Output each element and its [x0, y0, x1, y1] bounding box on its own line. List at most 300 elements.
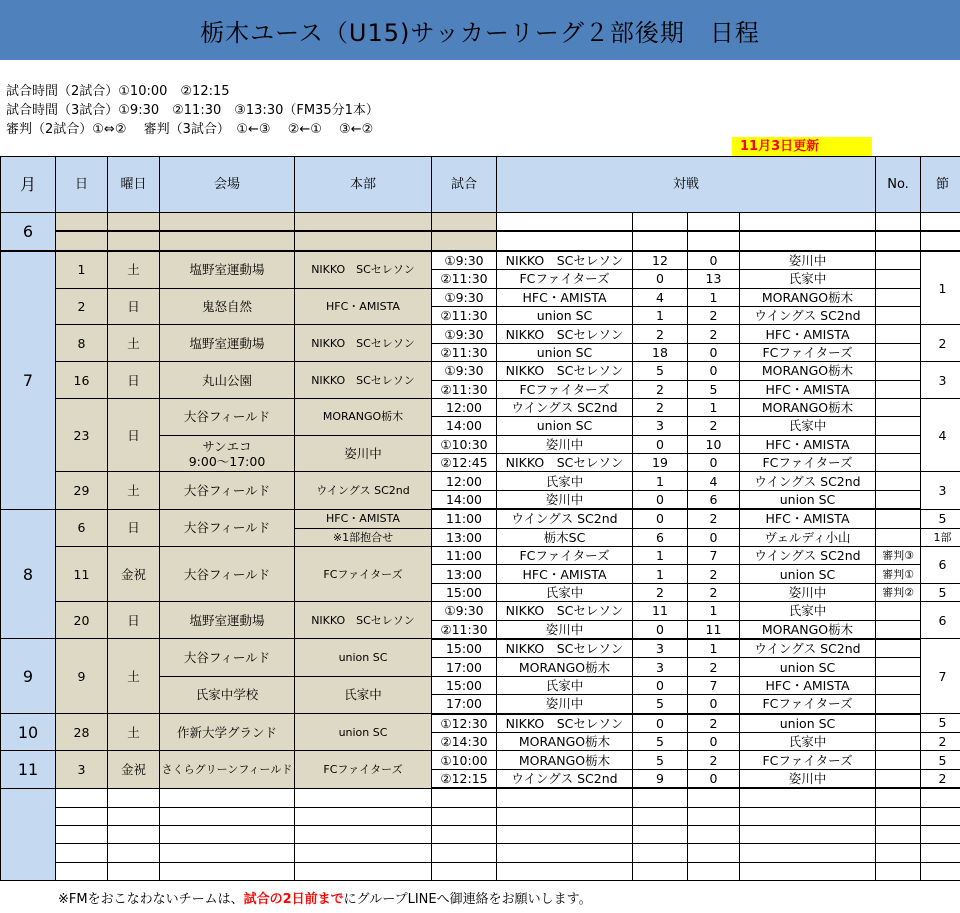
match-no [876, 509, 921, 528]
table-cell [633, 807, 688, 825]
home-team: NIKKO SCセレソン [497, 602, 633, 620]
table-cell: 20 [56, 602, 108, 639]
table-row [1, 362, 960, 380]
footer-text: 試合の2日前まで [243, 892, 344, 907]
match-time: ②11:30 [432, 306, 497, 324]
away-score: 2 [688, 509, 740, 528]
empty-row [1, 844, 960, 862]
home-team: HFC・AMISTA [497, 565, 633, 583]
empty-row [1, 862, 960, 880]
table-row [1, 751, 960, 769]
away-score: 1 [688, 398, 740, 416]
table-cell [921, 825, 960, 843]
away-score: 10 [688, 435, 740, 453]
table-cell [740, 844, 876, 862]
table-cell [497, 807, 633, 825]
match-time: ②12:45 [432, 454, 497, 472]
away-team: union SC [740, 658, 876, 676]
table-cell [921, 862, 960, 880]
table-cell: 2 [921, 732, 960, 750]
table-cell: 土 [108, 251, 160, 288]
home-team: union SC [497, 343, 633, 361]
match-time: ①12:30 [432, 714, 497, 733]
table-row [1, 509, 960, 528]
table-cell [432, 862, 497, 880]
match-time: ①9:30 [432, 602, 497, 620]
match-no [876, 306, 921, 324]
home-team: FCファイターズ [497, 270, 633, 288]
table-cell: 11 [56, 547, 108, 602]
match-no [876, 380, 921, 398]
away-score: 0 [688, 528, 740, 546]
match-no [876, 695, 921, 714]
table-row [1, 472, 960, 490]
home-score: 1 [633, 306, 688, 324]
table-cell [432, 788, 497, 807]
cell-line: 9:00～17:00 [188, 453, 266, 469]
table-cell [160, 788, 295, 807]
away-score: 7 [688, 547, 740, 565]
table-cell: 5 [921, 509, 960, 528]
match-time: 12:00 [432, 472, 497, 490]
table-cell [921, 807, 960, 825]
table-cell [497, 825, 633, 843]
table-cell: MORANGO栃木 [295, 398, 432, 435]
away-team: ウイングス SC2nd [740, 639, 876, 658]
table-cell: 塩野室運動場 [160, 602, 295, 639]
away-score: 2 [688, 658, 740, 676]
match-no [876, 528, 921, 546]
home-score: 2 [633, 380, 688, 398]
table-cell [295, 213, 432, 232]
home-score: 11 [633, 602, 688, 620]
away-score: 2 [688, 714, 740, 733]
table-cell [876, 213, 921, 232]
table-cell: 大谷フィールド [160, 547, 295, 602]
empty-row [1, 788, 960, 807]
table-cell [876, 825, 921, 843]
home-score: 1 [633, 565, 688, 583]
home-score: 3 [633, 658, 688, 676]
home-team: 氏家中 [497, 472, 633, 490]
home-team: 姿川中 [497, 435, 633, 453]
home-team: 氏家中 [497, 676, 633, 694]
away-team: ヴェルディ小山 [740, 528, 876, 546]
table-cell: 2 [921, 769, 960, 788]
table-row [1, 547, 960, 565]
away-team: MORANGO栃木 [740, 288, 876, 306]
table-cell [295, 844, 432, 862]
home-score: 0 [633, 620, 688, 639]
home-score: 5 [633, 695, 688, 714]
away-score: 2 [688, 325, 740, 343]
match-no [876, 435, 921, 453]
table-row [1, 325, 960, 343]
table-cell [688, 213, 740, 232]
table-cell [740, 807, 876, 825]
table-cell [921, 788, 960, 807]
match-no: 審判③ [876, 547, 921, 565]
table-cell: 姿川中 [295, 435, 432, 472]
table-cell: 2 [56, 288, 108, 325]
month-cell: 8 [1, 509, 56, 639]
away-team: FCファイターズ [740, 695, 876, 714]
match-no [876, 362, 921, 380]
home-score: 0 [633, 435, 688, 453]
home-team: NIKKO SCセレソン [497, 251, 633, 270]
table-row [1, 714, 960, 733]
away-score: 2 [688, 751, 740, 769]
table-cell: 6 [921, 602, 960, 639]
table-cell: 土 [108, 714, 160, 751]
header-weekday: 曜日 [108, 157, 160, 213]
table-cell [56, 825, 108, 843]
table-cell: 4 [921, 398, 960, 472]
table-cell: 丸山公園 [160, 362, 295, 399]
away-score: 4 [688, 472, 740, 490]
table-cell [497, 844, 633, 862]
table-cell [688, 807, 740, 825]
home-score: 0 [633, 714, 688, 733]
table-cell [160, 825, 295, 843]
away-score: 13 [688, 270, 740, 288]
home-team: MORANGO栃木 [497, 751, 633, 769]
home-team: ウイングス SC2nd [497, 509, 633, 528]
match-time: 11:00 [432, 547, 497, 565]
match-time: 11:00 [432, 509, 497, 528]
table-cell [295, 807, 432, 825]
table-row [1, 602, 960, 620]
home-team: HFC・AMISTA [497, 288, 633, 306]
home-score: 0 [633, 270, 688, 288]
footer-text: にグループLINEへ御連絡をお願いします。 [343, 892, 592, 907]
match-time: 15:00 [432, 676, 497, 694]
table-cell: 16 [56, 362, 108, 399]
match-no [876, 714, 921, 733]
table-row [1, 398, 960, 416]
away-team: HFC・AMISTA [740, 435, 876, 453]
table-cell [876, 788, 921, 807]
table-cell: 大谷フィールド [160, 509, 295, 546]
match-time: ②11:30 [432, 343, 497, 361]
away-team: HFC・AMISTA [740, 676, 876, 694]
match-time: ①10:30 [432, 435, 497, 453]
table-cell [633, 213, 688, 232]
match-no [876, 325, 921, 343]
home-team: ウイングス SC2nd [497, 769, 633, 788]
home-team: MORANGO栃木 [497, 732, 633, 750]
table-cell: 土 [108, 325, 160, 362]
home-score: 6 [633, 528, 688, 546]
table-cell: 塩野室運動場 [160, 251, 295, 288]
home-team: 栃木SC [497, 528, 633, 546]
home-score: 0 [633, 676, 688, 694]
table-row [1, 251, 960, 270]
table-cell: 5 [921, 583, 960, 601]
referee-note: 審判（2試合）①⇔② 審判（3試合） ①←③ ②←① ③←② [6, 122, 374, 137]
home-score: 5 [633, 362, 688, 380]
match-no [876, 398, 921, 416]
cell-line: サンエコ [202, 438, 252, 454]
away-score: 0 [688, 732, 740, 750]
table-cell [160, 807, 295, 825]
match-time: ①10:00 [432, 751, 497, 769]
match-no [876, 769, 921, 788]
month-cell: 6 [1, 213, 56, 251]
month-cell: 7 [1, 251, 56, 509]
away-score: 7 [688, 676, 740, 694]
table-cell: 金祝 [108, 751, 160, 788]
away-score: 0 [688, 695, 740, 714]
table-cell [56, 862, 108, 880]
away-team: ウイングス SC2nd [740, 472, 876, 490]
table-cell: 大谷フィールド [160, 398, 295, 435]
table-cell [432, 231, 497, 250]
home-score: 1 [633, 472, 688, 490]
table-cell: 作新大学グランド [160, 714, 295, 751]
match-time: ②14:30 [432, 732, 497, 750]
table-cell [497, 862, 633, 880]
home-team: NIKKO SCセレソン [497, 714, 633, 733]
away-team: 氏家中 [740, 417, 876, 435]
away-team: FCファイターズ [740, 343, 876, 361]
table-cell [160, 844, 295, 862]
table-cell [432, 807, 497, 825]
away-team: FCファイターズ [740, 751, 876, 769]
away-team: 姿川中 [740, 583, 876, 601]
away-team: HFC・AMISTA [740, 380, 876, 398]
header-match: 試合 [432, 157, 497, 213]
table-cell: union SC [295, 639, 432, 676]
match-no: 審判① [876, 565, 921, 583]
table-cell: 9 [56, 639, 108, 714]
match-no [876, 270, 921, 288]
match-no [876, 454, 921, 472]
table-cell [921, 213, 960, 232]
home-score: 2 [633, 398, 688, 416]
match-no [876, 490, 921, 509]
match-time: 14:00 [432, 417, 497, 435]
away-score: 0 [688, 454, 740, 472]
table-cell [497, 213, 633, 232]
match-no [876, 751, 921, 769]
table-cell [740, 231, 876, 250]
match-time: 14:00 [432, 490, 497, 509]
home-team: union SC [497, 306, 633, 324]
away-score: 2 [688, 583, 740, 601]
home-score: 5 [633, 751, 688, 769]
match-no [876, 602, 921, 620]
home-team: 氏家中 [497, 583, 633, 601]
header-section: 節 [921, 157, 960, 213]
table-cell [56, 231, 108, 250]
match-no [876, 417, 921, 435]
match-time: 15:00 [432, 639, 497, 658]
match-no [876, 288, 921, 306]
table-cell: 塩野室運動場 [160, 325, 295, 362]
home-score: 9 [633, 769, 688, 788]
footer-note [58, 888, 592, 907]
away-score: 5 [688, 380, 740, 398]
match-no [876, 732, 921, 750]
away-score: 0 [688, 343, 740, 361]
table-cell: 7 [921, 639, 960, 714]
home-score: 3 [633, 639, 688, 658]
table-cell [108, 825, 160, 843]
match-time: 13:00 [432, 565, 497, 583]
match-no: 審判② [876, 583, 921, 601]
updated-badge: 11月3日更新 [732, 137, 872, 156]
match-no [876, 343, 921, 361]
table-cell: HFC・AMISTA [295, 288, 432, 325]
away-score: 2 [688, 565, 740, 583]
away-team: 姿川中 [740, 251, 876, 270]
match-no [876, 676, 921, 694]
table-cell: 5 [921, 751, 960, 769]
match-time-note-2: 試合時間（2試合）①10:00 ②12:15 [6, 84, 230, 99]
home-score: 0 [633, 490, 688, 509]
away-team: ウイングス SC2nd [740, 547, 876, 565]
table-cell: 1 [56, 251, 108, 288]
table-cell [108, 788, 160, 807]
page-title: 栃木ユース（U15)サッカーリーグ２部後期 日程 [0, 0, 960, 60]
table-cell [295, 825, 432, 843]
table-cell: ウイングス SC2nd [295, 472, 432, 509]
home-team: 姿川中 [497, 695, 633, 714]
home-team: MORANGO栃木 [497, 658, 633, 676]
table-cell: 日 [108, 398, 160, 472]
table-cell: FCファイターズ [295, 751, 432, 788]
away-team: 氏家中 [740, 602, 876, 620]
table-cell [921, 231, 960, 250]
home-team: FCファイターズ [497, 380, 633, 398]
away-score: 2 [688, 417, 740, 435]
table-cell [497, 788, 633, 807]
match-time: 17:00 [432, 695, 497, 714]
table-cell: 1部 [921, 528, 960, 546]
table-cell: 3 [921, 472, 960, 509]
table-cell [160, 862, 295, 880]
home-team: union SC [497, 417, 633, 435]
match-time: ②12:15 [432, 769, 497, 788]
table-cell [56, 844, 108, 862]
away-score: 0 [688, 362, 740, 380]
home-score: 4 [633, 288, 688, 306]
table-cell [688, 862, 740, 880]
match-time: ①9:30 [432, 251, 497, 270]
table-cell [633, 788, 688, 807]
table-cell [688, 844, 740, 862]
table-cell: 氏家中学校 [160, 676, 295, 713]
table-cell [160, 231, 295, 250]
away-score: 1 [688, 639, 740, 658]
header-day: 日 [56, 157, 108, 213]
home-team: NIKKO SCセレソン [497, 639, 633, 658]
table-cell [740, 213, 876, 232]
match-time: 15:00 [432, 583, 497, 601]
away-score: 0 [688, 251, 740, 270]
match-no [876, 639, 921, 658]
header-row [1, 157, 960, 213]
month-cell: 10 [1, 714, 56, 751]
table-cell: 29 [56, 472, 108, 509]
table-cell: HFC・AMISTA [295, 509, 432, 528]
away-score: 1 [688, 288, 740, 306]
table-cell: 3 [56, 751, 108, 788]
match-time: ①9:30 [432, 325, 497, 343]
table-cell [633, 844, 688, 862]
table-cell [633, 862, 688, 880]
table-cell: 8 [56, 325, 108, 362]
table-cell [108, 862, 160, 880]
home-score: 5 [633, 732, 688, 750]
away-team: FCファイターズ [740, 454, 876, 472]
away-team: 氏家中 [740, 732, 876, 750]
home-score: 2 [633, 325, 688, 343]
table-cell: 日 [108, 362, 160, 399]
away-score: 11 [688, 620, 740, 639]
home-score: 12 [633, 251, 688, 270]
month-cell: 9 [1, 639, 56, 714]
table-cell: NIKKO SCセレソン [295, 251, 432, 288]
table-row [1, 288, 960, 306]
table-cell [740, 862, 876, 880]
home-team: NIKKO SCセレソン [497, 325, 633, 343]
table-cell: 氏家中 [295, 676, 432, 713]
table-cell: 鬼怒自然 [160, 288, 295, 325]
table-cell [432, 825, 497, 843]
table-cell [108, 213, 160, 232]
away-team: union SC [740, 714, 876, 733]
table-cell [688, 825, 740, 843]
table-cell [633, 231, 688, 250]
home-team: ウイングス SC2nd [497, 398, 633, 416]
table-cell: FCファイターズ [295, 547, 432, 602]
table-cell [56, 807, 108, 825]
table-cell: 日 [108, 288, 160, 325]
table-cell [876, 844, 921, 862]
home-score: 3 [633, 417, 688, 435]
header-host: 本部 [295, 157, 432, 213]
empty-row [1, 807, 960, 825]
away-team: ウイングス SC2nd [740, 306, 876, 324]
table-cell: ※1部抱合せ [295, 528, 432, 546]
table-cell: 大谷フィールド [160, 639, 295, 676]
table-cell [876, 862, 921, 880]
match-time: ②11:30 [432, 620, 497, 639]
table-cell [160, 213, 295, 232]
table-cell: 2 [921, 325, 960, 362]
month-cell: 11 [1, 751, 56, 788]
away-team: HFC・AMISTA [740, 325, 876, 343]
table-cell [876, 231, 921, 250]
header-vs: 対戦 [497, 157, 876, 213]
table-cell: NIKKO SCセレソン [295, 325, 432, 362]
match-no [876, 472, 921, 490]
table-cell: 1 [921, 251, 960, 325]
table-cell: NIKKO SCセレソン [295, 362, 432, 399]
table-cell: 6 [56, 509, 108, 546]
table-cell [56, 788, 108, 807]
match-time: ②11:30 [432, 270, 497, 288]
table-cell: 3 [921, 362, 960, 399]
table-cell [740, 788, 876, 807]
home-team: 姿川中 [497, 620, 633, 639]
match-time: 17:00 [432, 658, 497, 676]
empty-row [1, 825, 960, 843]
table-cell [160, 435, 295, 472]
away-team: 氏家中 [740, 270, 876, 288]
